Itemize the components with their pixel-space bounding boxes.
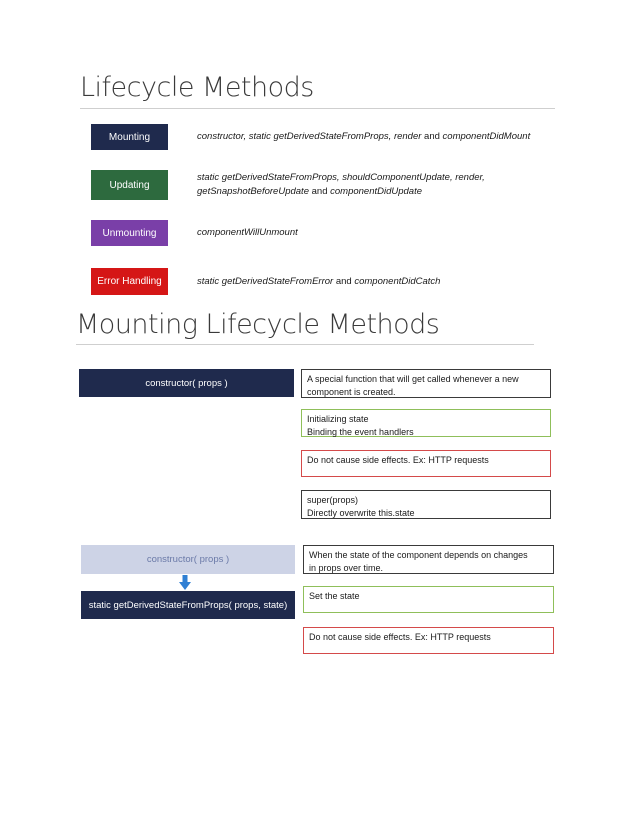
note-text: Set the state <box>309 591 360 601</box>
note-box <box>301 450 551 477</box>
note-box <box>301 490 551 519</box>
phase-desc-part: componentDidUpdate <box>330 186 423 197</box>
get-derived-state-bar: static getDerivedStateFromProps( props, state) <box>81 591 295 619</box>
phase-description <box>197 226 298 240</box>
phase-desc-part: componentDidCatch <box>354 275 441 287</box>
title-divider <box>80 108 555 109</box>
note-text: When the state of the component depends on changes <box>309 550 528 560</box>
phase-desc-part: static getDerivedStateFromError <box>197 275 336 287</box>
phase-description <box>197 130 530 144</box>
note-text: Binding the event handlers <box>307 426 414 437</box>
phase-desc-part: and <box>424 131 443 142</box>
page-title: Lifecycle Methods <box>80 72 314 103</box>
phase-desc-part: and <box>335 275 355 287</box>
note-box <box>301 409 551 437</box>
phase-description <box>197 171 485 199</box>
section-divider <box>76 344 534 345</box>
note-text: Initializing state <box>307 414 369 424</box>
note-box <box>303 545 554 574</box>
phase-desc-part: componentWillUnmount <box>197 227 298 238</box>
phase-desc-part: and <box>311 186 331 197</box>
constructor-bar-faded: constructor( props ) <box>81 545 295 574</box>
note-text: A special function that will get called whenever a new <box>307 374 519 384</box>
down-arrow-icon <box>178 575 192 591</box>
note-box <box>303 627 554 654</box>
note-text: Do not cause side effects. Ex: HTTP requests <box>309 632 491 642</box>
phase-desc-part: getSnapshotBeforeUpdate <box>197 186 312 197</box>
section-title: Mounting Lifecycle Methods <box>76 309 440 340</box>
note-box <box>303 586 554 613</box>
phase-desc-part: componentDidMount <box>442 131 531 142</box>
note-text: component is created. <box>307 386 396 397</box>
phase-label-unmounting: Unmounting <box>91 220 168 246</box>
note-text: Directly overwrite this.state <box>307 507 415 518</box>
note-text: super(props) <box>307 495 359 505</box>
note-text: Do not cause side effects. Ex: HTTP requests <box>307 455 489 465</box>
phase-description <box>197 275 440 289</box>
phase-label-error-handling: Error Handling <box>91 268 168 295</box>
phase-desc-part: static getDerivedStateFromProps, shouldComponentUpdate, render, <box>197 172 485 183</box>
phase-label-mounting: Mounting <box>91 124 168 150</box>
note-text: in props over time. <box>309 562 384 573</box>
phase-label-updating: Updating <box>91 170 168 200</box>
constructor-bar: constructor( props ) <box>79 369 294 397</box>
phase-desc-part: constructor, static getDerivedStateFromProps, render <box>197 131 425 142</box>
note-box <box>301 369 551 398</box>
